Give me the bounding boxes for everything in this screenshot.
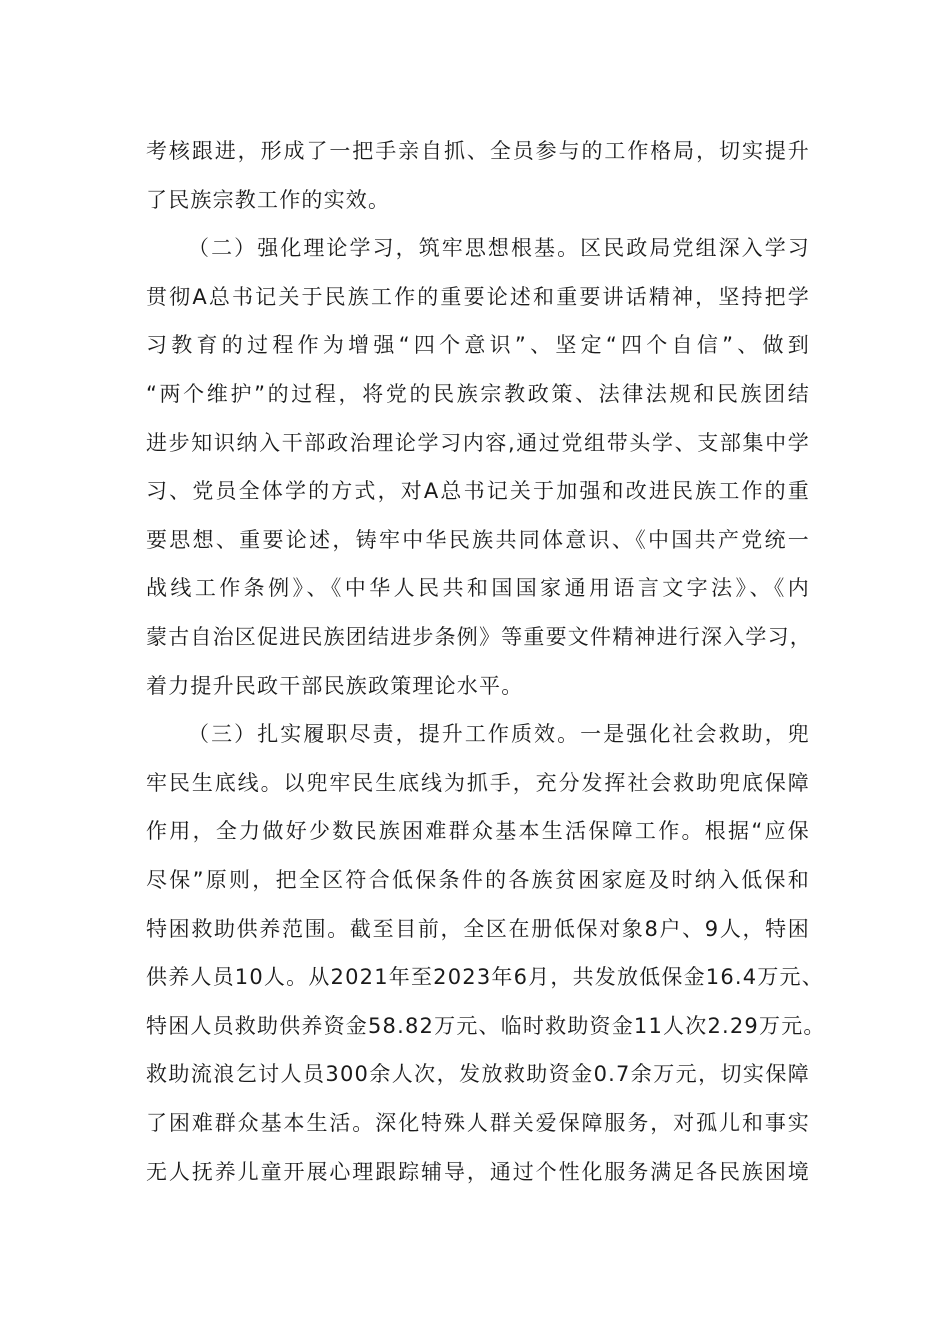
text-line: 供养人员10人。从2021年至2023年6月，共发放低保金16.4万元、 [146,965,824,990]
text-line: 作用，全力做好少数民族困难群众基本生活保障工作。根据“应保 [146,819,810,844]
text-line: 战线工作条例》、《中华人民共和国国家通用语言文字法》、《内 [146,576,810,601]
text-line: 特困救助供养范围。截至目前，全区在册低保对象8户、9人，特困 [146,916,810,941]
text-line: 特困人员救助供养资金58.82万元、临时救助资金11人次2.29万元。 [146,1013,826,1038]
text-line: 着力提升民政干部民族政策理论水平。 [146,673,524,698]
document-body [146,128,826,1197]
text-line: 习教育的过程作为增强“四个意识”、坚定“四个自信”、做到 [146,333,810,358]
text-line: （三）扎实履职尽责，提升工作质效。一是强化社会救助，兜 [188,722,810,747]
text-line: 尽保”原则，把全区符合低保条件的各族贫困家庭及时纳入低保和 [146,868,810,892]
text-line: （二）强化理论学习，筑牢思想根基。区民政局党组深入学习 [188,236,810,261]
text-line: 蒙古自治区促进民族团结进步条例》等重要文件精神进行深入学习， [146,625,812,649]
text-line: 救助流浪乞讨人员300余人次，发放救助资金0.7余万元，切实保障 [146,1062,810,1087]
text-line: 习、党员全体学的方式，对A总书记关于加强和改进民族工作的重 [146,479,810,504]
text-line: 牢民生底线。以兜牢民生底线为抓手，充分发挥社会救助兜底保障 [146,770,810,795]
text-line: “两个维护”的过程，将党的民族宗教政策、法律法规和民族团结 [146,382,810,406]
text-line: 考核跟进，形成了一把手亲自抓、全员参与的工作格局，切实提升 [146,139,810,163]
text-line: 了困难群众基本生活。深化特殊人群关爱保障服务，对孤儿和事实 [146,1111,810,1135]
text-line: 无人抚养儿童开展心理跟踪辅导，通过个性化服务满足各民族困境 [146,1159,810,1184]
text-line: 了民族宗教工作的实效。 [146,187,391,212]
text-line: 贯彻A总书记关于民族工作的重要论述和重要讲话精神，坚持把学 [146,284,810,309]
text-line: 进步知识纳入干部政治理论学习内容,通过党组带头学、支部集中学 [146,430,810,455]
text-line: 要思想、重要论述，铸牢中华民族共同体意识、《中国共产党统一 [146,527,810,552]
